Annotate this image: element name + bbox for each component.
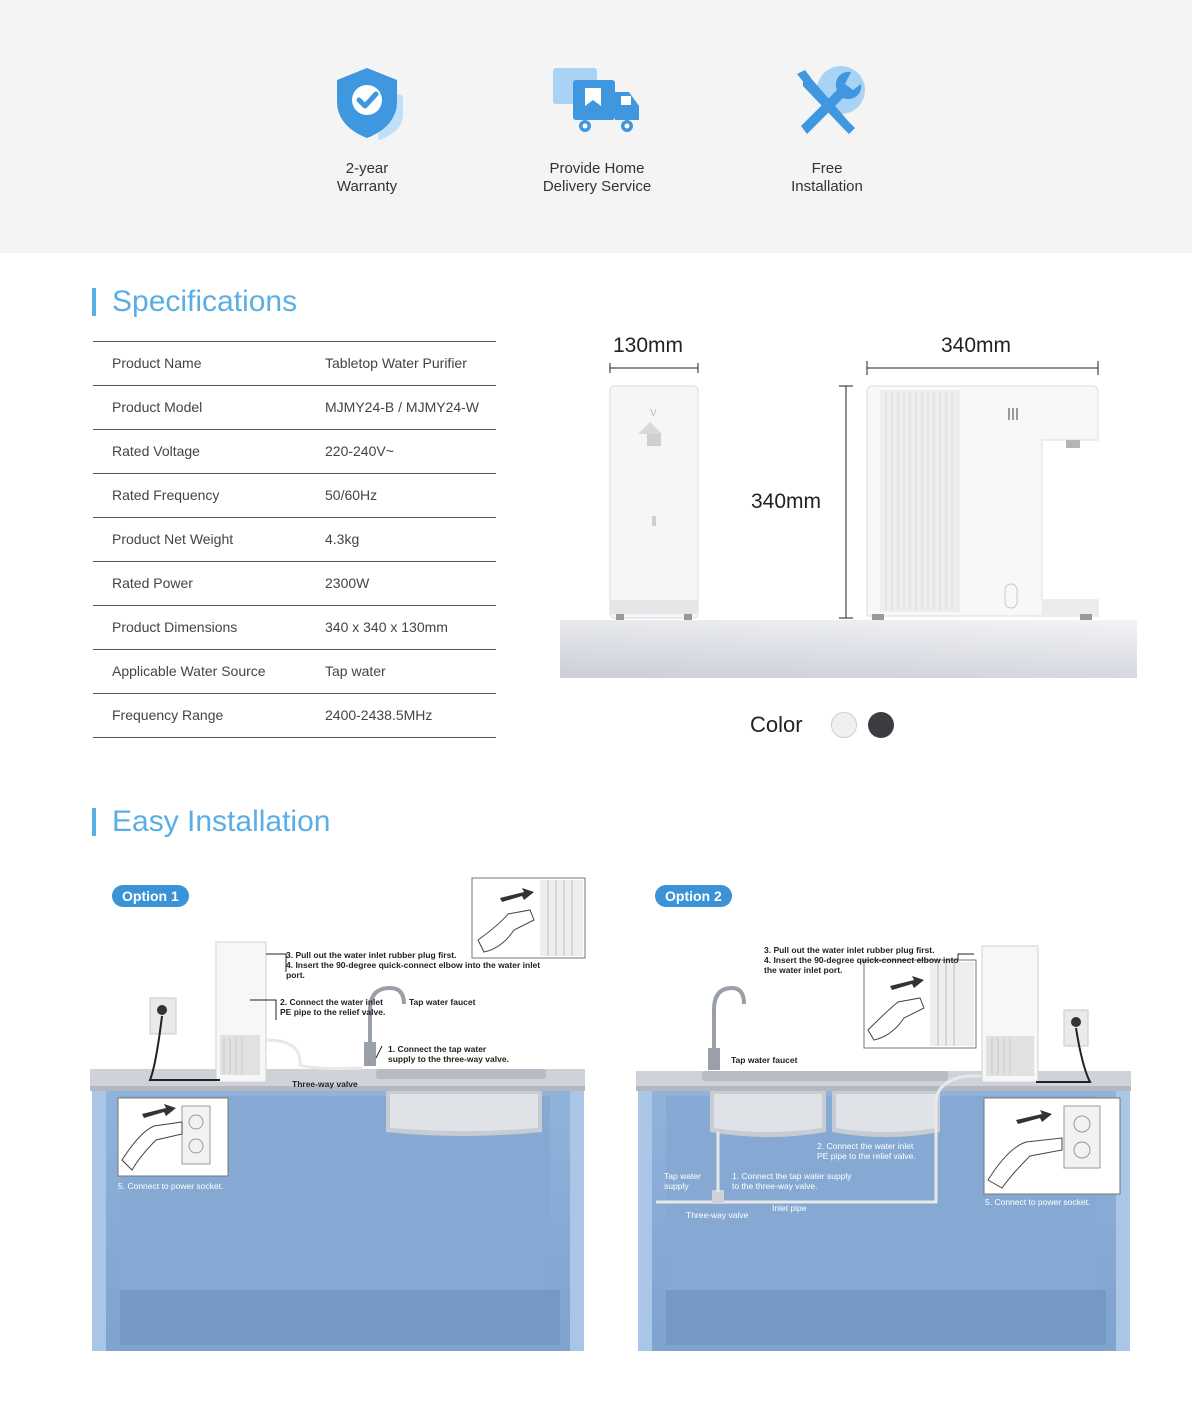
spec-key: Product Dimensions	[112, 619, 238, 635]
note-step-3-4: 3. Pull out the water inlet rubber plug first. 4. Insert the 90-degree quick-connect elbow into the water inlet port.	[286, 950, 541, 980]
width-dimension-label: 130mm	[613, 334, 684, 357]
spec-value: 2400-2438.5MHz	[325, 707, 433, 723]
service-installation	[737, 62, 917, 196]
spec-row	[93, 562, 496, 606]
note-faucet: Tap water faucet	[731, 1055, 798, 1065]
spec-value: Tabletop Water Purifier	[325, 355, 467, 371]
spec-key: Rated Power	[112, 575, 193, 591]
spec-value: 50/60Hz	[325, 487, 378, 503]
front-view-unit	[610, 386, 698, 620]
note-step-2: 2. Connect the water inlet PE pipe to the relief valve.	[817, 1141, 916, 1161]
shield-check-icon	[319, 62, 415, 146]
svg-text:V: V	[650, 408, 657, 419]
note-faucet: Tap water faucet	[409, 997, 476, 1007]
spec-row	[93, 386, 496, 430]
spec-key: Rated Frequency	[112, 487, 220, 503]
spec-value: 340 x 340 x 130mm	[325, 619, 448, 635]
note-step-5: 5. Connect to power socket.	[985, 1197, 1091, 1207]
specifications-table	[93, 341, 496, 738]
color-label: Color	[750, 712, 803, 737]
note-three-way-valve: Three-way valve	[686, 1210, 749, 1220]
service-label: Free Installation	[791, 160, 863, 195]
service-warranty	[277, 62, 457, 196]
spec-row	[93, 606, 496, 650]
spec-row	[93, 430, 496, 474]
product-dimensions-illustration	[560, 330, 1138, 680]
spec-key: Product Net Weight	[112, 531, 234, 547]
note-step-5: 5. Connect to power socket.	[118, 1181, 224, 1191]
option-2-diagram	[636, 870, 1136, 1355]
color-swatch-white[interactable]	[831, 712, 857, 738]
service-label: Provide Home Delivery Service	[542, 160, 652, 195]
service-delivery	[507, 62, 687, 196]
note-inlet-pipe: Inlet pipe	[772, 1203, 807, 1213]
spec-row	[93, 650, 496, 694]
tools-icon	[779, 62, 875, 146]
option-1-diagram	[90, 870, 590, 1355]
note-step-1: 1. Connect the tap water supply to the three-way valve.	[732, 1171, 852, 1191]
specifications-title: Specifications	[92, 288, 297, 316]
note-tap-water-supply: Tap water supply	[664, 1171, 701, 1191]
spec-key: Frequency Range	[112, 707, 224, 723]
spec-row	[93, 518, 496, 562]
side-view-unit	[867, 386, 1098, 620]
note-step-1: 1. Connect the tap water supply to the three-way valve.	[388, 1044, 509, 1064]
spec-row	[93, 474, 496, 518]
spec-value: 220-240V~	[325, 443, 394, 459]
spec-key: Applicable Water Source	[112, 663, 266, 679]
option-2-badge: Option 2	[655, 885, 732, 907]
delivery-truck-icon	[549, 62, 645, 146]
spec-value: Tap water	[325, 663, 386, 679]
spec-value: 4.3kg	[325, 531, 360, 547]
option-1-badge: Option 1	[112, 885, 189, 907]
depth-dimension-label: 340mm	[941, 334, 1012, 357]
note-step-2: 2. Connect the water inlet PE pipe to the relief valve.	[280, 997, 386, 1017]
services-band	[0, 0, 1192, 253]
note-three-way-valve: Three-way valve	[292, 1079, 358, 1089]
spec-row	[93, 694, 496, 738]
height-dimension-label: 340mm	[751, 490, 822, 513]
note-step-3-4: 3. Pull out the water inlet rubber plug first. 4. Insert the 90-degree quick-connect elbow into the water inlet port.	[764, 945, 959, 975]
color-swatch-black[interactable]	[868, 712, 894, 738]
spec-value: MJMY24-B / MJMY24-W	[325, 399, 480, 415]
spec-row	[93, 342, 496, 386]
installation-title: Easy Installation	[92, 808, 330, 836]
spec-key: Rated Voltage	[112, 443, 200, 459]
spec-key: Product Name	[112, 355, 202, 371]
spec-key: Product Model	[112, 399, 203, 415]
spec-value: 2300W	[325, 575, 370, 591]
service-label: 2-year Warranty	[336, 160, 398, 195]
